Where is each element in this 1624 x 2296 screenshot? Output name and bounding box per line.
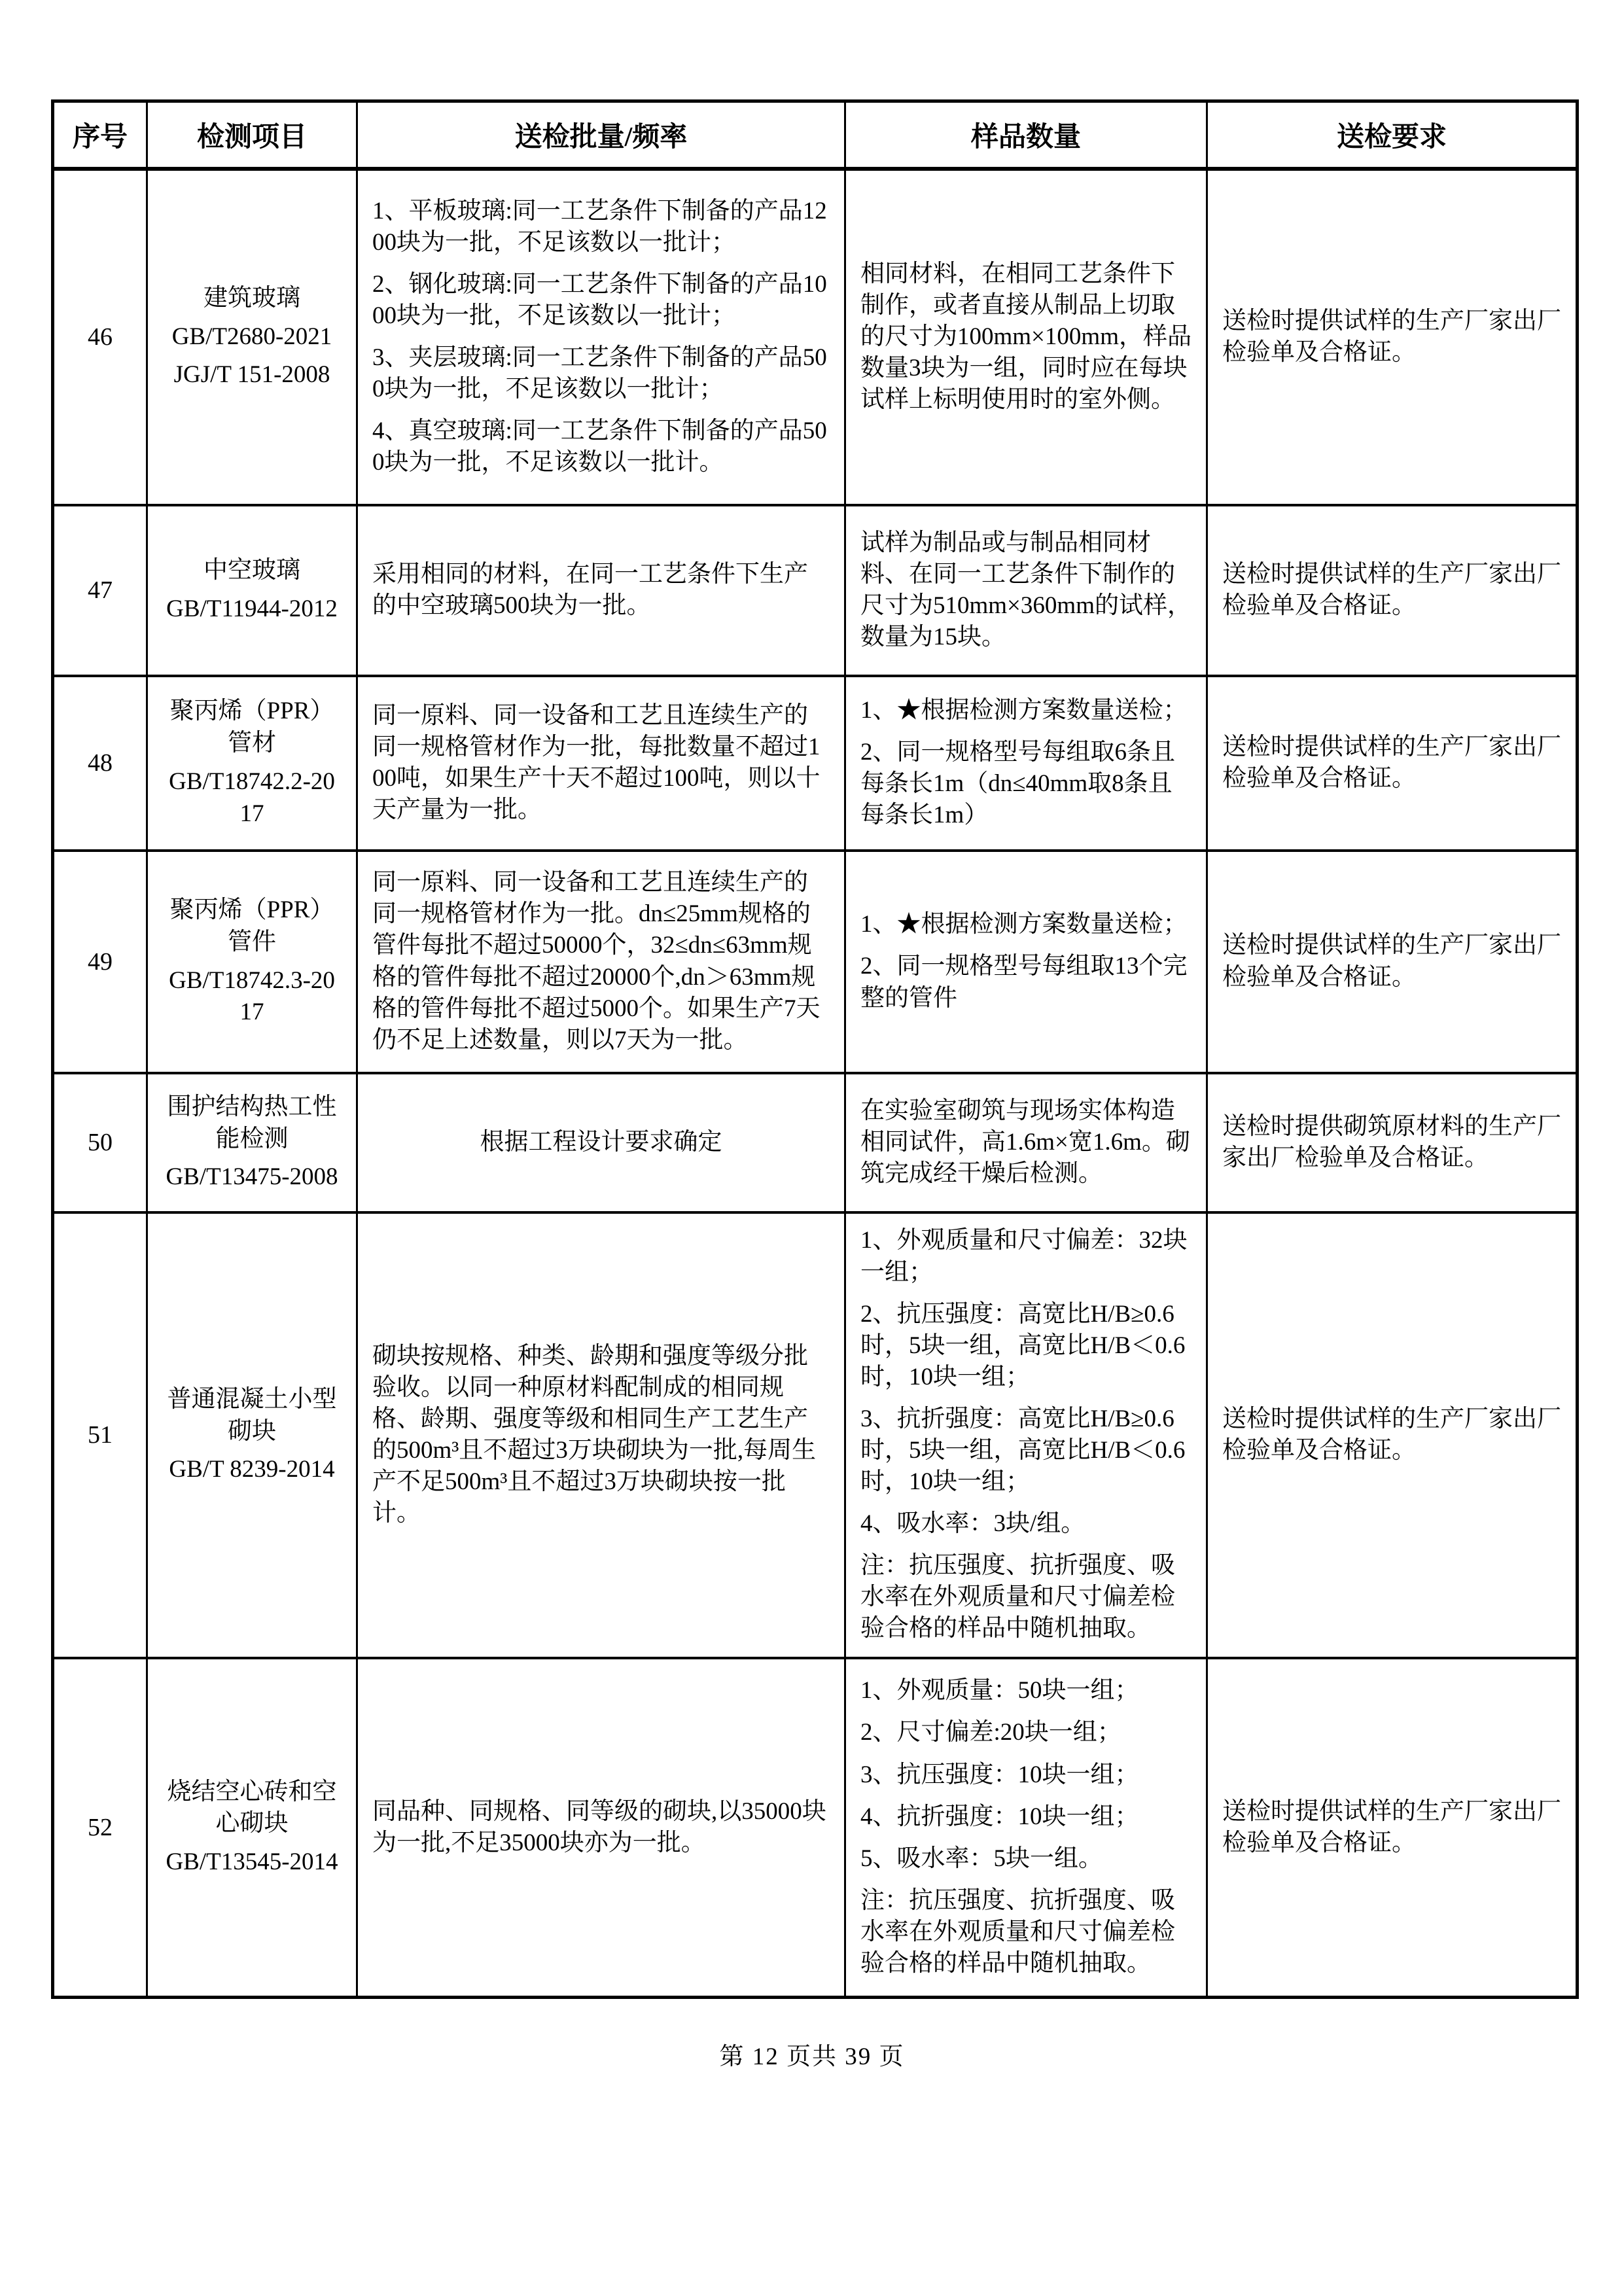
page-footer: 第 12 页共 39 页: [719, 2043, 905, 2070]
item-cell: 普通混凝土小型砌块 GB/T 8239-2014: [147, 1212, 357, 1658]
sample-cell: 1、★根据检测方案数量送检； 2、同一规格型号每组取13个完整的管件: [845, 851, 1207, 1073]
table-row: [53, 169, 1578, 505]
requirement-cell: 送检时提供砌筑原材料的生产厂家出厂检验单及合格证。: [1207, 1073, 1578, 1212]
serial-cell: 52: [53, 1658, 147, 1998]
table-row: [53, 1212, 1578, 1658]
item-cell: 聚丙烯（PPR）管件 GB/T18742.3-2017: [147, 851, 357, 1073]
batch-cell: 同一原料、同一设备和工艺且连续生产的同一规格管材作为一批。dn≤25mm规格的管件每批不超过50000个，32≤dn≤63mm规格的管件每批不超过20000个,dn＞63mm规格的管件每批不超过5000个。如果生产7天仍不足上述数量，则以7天为一批。: [357, 851, 845, 1073]
header-serial: 序号: [53, 101, 147, 169]
item-cell: 烧结空心砖和空心砌块 GB/T13545-2014: [147, 1658, 357, 1998]
serial-cell: 50: [53, 1073, 147, 1212]
batch-cell: 同一原料、同一设备和工艺且连续生产的同一规格管材作为一批，每批数量不超过100吨，如果生产十天不超过100吨，则以十天产量为一批。: [357, 676, 845, 851]
batch-cell: 同品种、同规格、同等级的砌块,以35000块为一批,不足35000块亦为一批。: [357, 1658, 845, 1998]
batch-cell: 根据工程设计要求确定: [357, 1073, 845, 1212]
header-sample: 样品数量: [845, 101, 1207, 169]
table-row: [53, 505, 1578, 676]
sample-cell: 1、外观质量：50块一组； 2、尺寸偏差:20块一组； 3、抗压强度：10块一组； 4、抗折强度：10块一组； 5、吸水率：5块一组。 注：抗压强度、抗折强度、吸水率在外观质量和尺寸偏差检验合格的样品中随机抽取。: [845, 1658, 1207, 1998]
table-header-row: [53, 101, 1578, 169]
table-row: [53, 1658, 1578, 1998]
item-cell: 聚丙烯（PPR）管材 GB/T18742.2-2017: [147, 676, 357, 851]
item-cell: 建筑玻璃 GB/T2680-2021 JGJ/T 151-2008: [147, 169, 357, 505]
requirement-cell: 送检时提供试样的生产厂家出厂检验单及合格证。: [1207, 1212, 1578, 1658]
item-cell: 中空玻璃 GB/T11944-2012: [147, 505, 357, 676]
batch-cell: 采用相同的材料，在同一工艺条件下生产的中空玻璃500块为一批。: [357, 505, 845, 676]
requirement-cell: 送检时提供试样的生产厂家出厂检验单及合格证。: [1207, 1658, 1578, 1998]
table-row: [53, 851, 1578, 1073]
serial-cell: 46: [53, 169, 147, 505]
table-row: [53, 1073, 1578, 1212]
requirement-cell: 送检时提供试样的生产厂家出厂检验单及合格证。: [1207, 169, 1578, 505]
serial-cell: 49: [53, 851, 147, 1073]
serial-cell: 51: [53, 1212, 147, 1658]
serial-cell: 48: [53, 676, 147, 851]
sample-cell: 1、★根据检测方案数量送检； 2、同一规格型号每组取6条且每条长1m（dn≤40mm取8条且每条长1m）: [845, 676, 1207, 851]
header-requirement: 送检要求: [1207, 101, 1578, 169]
table-row: [53, 676, 1578, 851]
inspection-table: [51, 99, 1579, 1999]
requirement-cell: 送检时提供试样的生产厂家出厂检验单及合格证。: [1207, 676, 1578, 851]
sample-cell: 相同材料，在相同工艺条件下制作，或者直接从制品上切取的尺寸为100mm×100mm，样品数量3块为一组，同时应在每块试样上标明使用时的室外侧。: [845, 169, 1207, 505]
requirement-cell: 送检时提供试样的生产厂家出厂检验单及合格证。: [1207, 505, 1578, 676]
batch-cell: 1、平板玻璃:同一工艺条件下制备的产品1200块为一批，不足该数以一批计； 2、钢化玻璃:同一工艺条件下制备的产品1000块为一批，不足该数以一批计； 3、夹层玻璃:同一工艺条件下制备的产品500块为一批，不足该数以一批计； 4、真空玻璃:同一工艺条件下制备的产品500块为一批，不足该数以一批计。: [357, 169, 845, 505]
sample-cell: 试样为制品或与制品相同材料、在同一工艺条件下制作的尺寸为510mm×360mm的试样，数量为15块。: [845, 505, 1207, 676]
sample-cell: 在实验室砌筑与现场实体构造相同试件，高1.6m×宽1.6m。砌筑完成经干燥后检测。: [845, 1073, 1207, 1212]
requirement-cell: 送检时提供试样的生产厂家出厂检验单及合格证。: [1207, 851, 1578, 1073]
batch-cell: 砌块按规格、种类、龄期和强度等级分批验收。以同一种原材料配制成的相同规格、龄期、强度等级和相同生产工艺生产的500m³且不超过3万块砌块为一批,每周生产不足500m³且不超过3万块砌块按一批计。: [357, 1212, 845, 1658]
header-item: 检测项目: [147, 101, 357, 169]
serial-cell: 47: [53, 505, 147, 676]
sample-cell: 1、外观质量和尺寸偏差：32块一组； 2、抗压强度：高宽比H/B≥0.6时，5块一组，高宽比H/B＜0.6时，10块一组； 3、抗折强度：高宽比H/B≥0.6时，5块一组，高宽比H/B＜0.6时，10块一组； 4、吸水率：3块/组。 注：抗压强度、抗折强度、吸水率在外观质量和尺寸偏差检验合格的样品中随机抽取。: [845, 1212, 1207, 1658]
header-batch: 送检批量/频率: [357, 101, 845, 169]
item-cell: 围护结构热工性能检测 GB/T13475-2008: [147, 1073, 357, 1212]
